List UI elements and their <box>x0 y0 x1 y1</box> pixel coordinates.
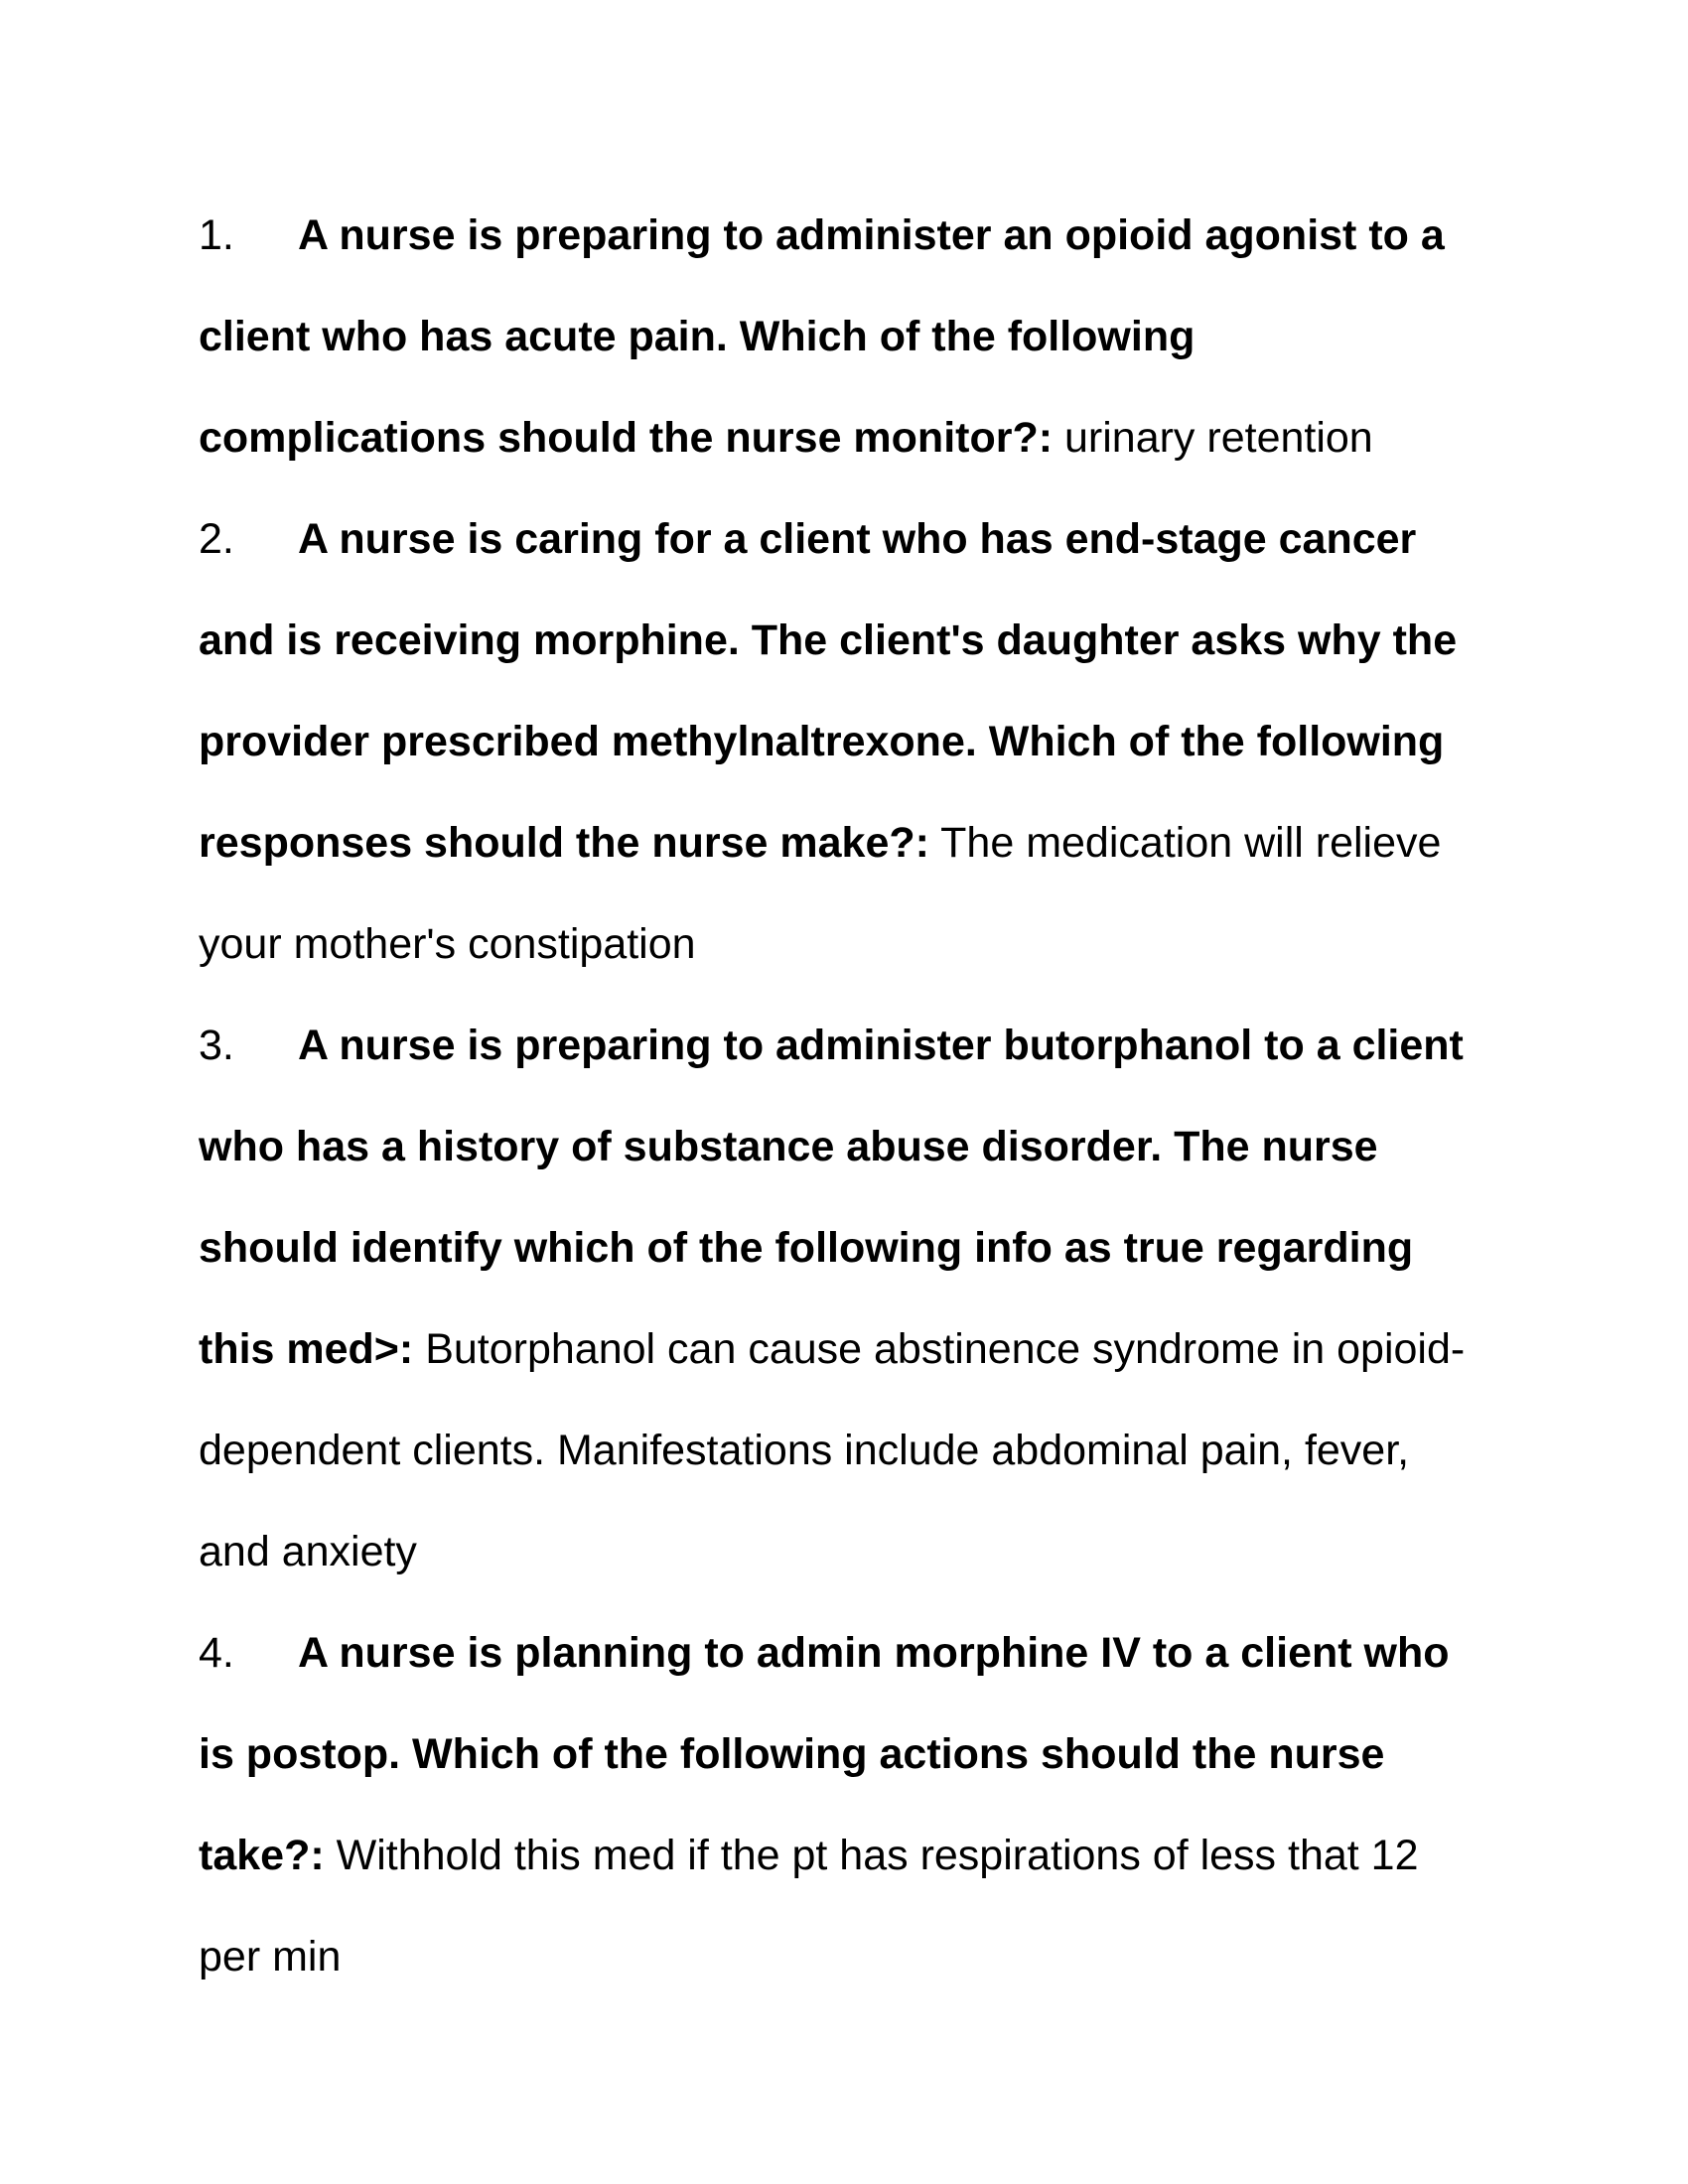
answer-text: Withhold this med if the pt has respirations of less that 12 per min <box>199 1832 1419 1980</box>
question-text: A nurse is preparing to administer butorphanol to a client who has a history of substance abuse disorder. The nurse should identify which of the following info as true regarding this med>: <box>199 1022 1464 1373</box>
question-text: A nurse is planning to admin morphine IV to a client who is postop. Which of the following actions should the nurse take?: <box>199 1629 1450 1879</box>
question-item-4 <box>199 1602 1489 2007</box>
question-text: A nurse is preparing to administer an opioid agonist to a client who has acute pain. Which of the following complications should the nurse monitor?: <box>199 211 1445 462</box>
item-number: 4. <box>199 1629 234 1677</box>
document-page <box>199 185 1489 2007</box>
question-item-1 <box>199 185 1489 488</box>
question-text: A nurse is caring for a client who has end-stage cancer and is receiving morphine. The client's daughter asks why the provider prescribed methylnaltrexone. Which of the following responses should the nurse make?: <box>199 515 1458 867</box>
item-number: 1. <box>199 211 234 259</box>
answer-text: Butorphanol can cause abstinence syndrome in opioid-dependent clients. Manifestations include abdominal pain, fever, and anxiety <box>199 1325 1466 1575</box>
question-item-2 <box>199 488 1489 995</box>
item-number: 2. <box>199 515 234 563</box>
answer-text: The medication will relieve your mother's constipation <box>199 819 1442 968</box>
item-number: 3. <box>199 1022 234 1069</box>
question-item-3 <box>199 995 1489 1602</box>
answer-text: urinary retention <box>1064 414 1373 462</box>
